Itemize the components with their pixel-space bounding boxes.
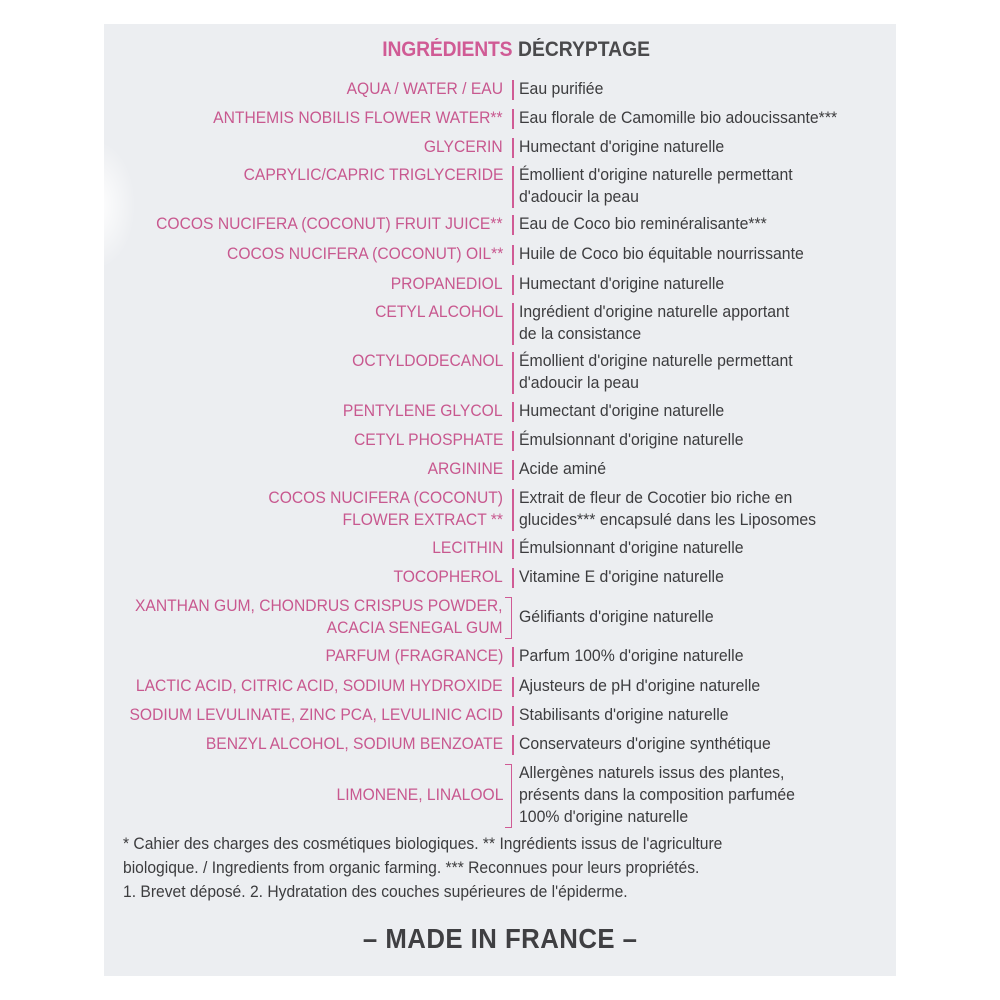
separator-bar <box>512 109 514 129</box>
ingredient-name: CETYL PHOSPHATE <box>353 430 503 449</box>
decryptage-heading: DÉCRYPTAGE <box>518 38 651 61</box>
separator-bar <box>512 706 514 726</box>
separator-bar <box>512 431 514 451</box>
separator-bar <box>512 215 514 235</box>
ingredient-description: Vitamine E d'origine naturelle <box>519 567 724 586</box>
separator-bar <box>512 402 514 422</box>
group-bracket <box>505 764 512 828</box>
ingredient-name: ARGININE <box>427 459 503 478</box>
ingredient-name: PROPANEDIOL <box>391 274 503 293</box>
separator-bar <box>512 138 514 158</box>
ingredient-name: COCOS NUCIFERA (COCONUT) FRUIT JUICE** <box>156 214 503 233</box>
ingredient-name: ANTHEMIS NOBILIS FLOWER WATER** <box>213 108 503 127</box>
ingredient-description: Conservateurs d'origine synthétique <box>519 734 771 753</box>
ingredient-name: COCOS NUCIFERA (COCONUT) FLOWER EXTRACT ** <box>268 488 503 529</box>
separator-bar <box>512 80 514 100</box>
ingredient-description: Émulsionnant d'origine naturelle <box>519 430 744 449</box>
ingredient-description: Huile de Coco bio équitable nourrissante <box>519 244 804 263</box>
ingredient-name: PARFUM (FRAGRANCE) <box>325 646 503 665</box>
separator-bar <box>512 460 514 480</box>
ingredient-description: Extrait de fleur de Cocotier bio riche en glucides*** encapsulé dans les Liposomes <box>519 488 817 529</box>
separator-bar <box>512 245 514 265</box>
separator-bar <box>512 735 514 755</box>
group-bracket <box>505 597 512 639</box>
ingredient-name: SODIUM LEVULINATE, ZINC PCA, LEVULINIC ACID <box>129 705 503 724</box>
ingredient-description: Humectant d'origine naturelle <box>519 274 725 293</box>
ingredient-name: COCOS NUCIFERA (COCONUT) OIL** <box>226 244 503 263</box>
ingredient-description: Gélifiants d'origine naturelle <box>519 607 714 626</box>
ingredient-name: CETYL ALCOHOL <box>374 302 503 321</box>
separator-bar <box>512 539 514 559</box>
ingredient-description: Eau purifiée <box>519 79 604 98</box>
product-edge <box>96 140 136 270</box>
separator-bar <box>512 352 514 394</box>
ingredients-heading: INGRÉDIENTS <box>381 38 512 61</box>
ingredient-description: Humectant d'origine naturelle <box>519 401 725 420</box>
ingredient-name: GLYCERIN <box>424 137 503 156</box>
separator-bar <box>512 303 514 345</box>
ingredient-name: XANTHAN GUM, CHONDRUS CRISPUS POWDER, ACACIA SENEGAL GUM <box>135 596 503 637</box>
separator-bar <box>512 489 514 531</box>
ingredient-description: Ingrédient d'origine naturelle apportant de la consistance <box>519 302 790 343</box>
ingredient-description: Stabilisants d'origine naturelle <box>519 705 729 724</box>
ingredient-description: Eau de Coco bio reminéralisante*** <box>519 214 767 233</box>
ingredient-description: Allergènes naturels issus des plantes, présents dans la composition parfumée 100% d'origine naturelle <box>519 763 795 826</box>
footnotes: * Cahier des charges des cosmétiques biologiques. ** Ingrédients issus de l'agriculture biologique. / Ingredients from organic farming. *** Reconnues pour leurs propriétés. 1. Brevet déposé. 2. Hydratation des couches supérieures de l'épiderme. <box>123 834 723 901</box>
made-in-label: – MADE IN FRANCE – <box>362 923 638 954</box>
ingredient-description: Émulsionnant d'origine naturelle <box>519 538 744 557</box>
ingredient-description: Parfum 100% d'origine naturelle <box>519 646 744 665</box>
ingredient-name: PENTYLENE GLYCOL <box>343 401 503 420</box>
separator-bar <box>512 166 514 208</box>
ingredient-name: OCTYLDODECANOL <box>351 351 503 370</box>
made-in-france <box>0 923 1000 955</box>
separator-bar <box>512 647 514 667</box>
ingredient-name: CAPRYLIC/CAPRIC TRIGLYCERIDE <box>243 165 503 184</box>
ingredient-name: LACTIC ACID, CITRIC ACID, SODIUM HYDROXIDE <box>136 676 503 695</box>
ingredient-description: Émollient d'origine naturelle permettant d'adoucir la peau <box>519 351 793 392</box>
ingredient-name: AQUA / WATER / EAU <box>346 79 503 98</box>
ingredient-name: BENZYL ALCOHOL, SODIUM BENZOATE <box>205 734 503 753</box>
ingredient-name: LIMONENE, LINALOOL <box>336 785 503 804</box>
ingredient-description: Ajusteurs de pH d'origine naturelle <box>519 676 761 695</box>
ingredient-name: LECITHIN <box>431 538 503 557</box>
separator-bar <box>512 275 514 295</box>
ingredient-description: Acide aminé <box>519 459 607 478</box>
ingredient-description: Humectant d'origine naturelle <box>519 137 725 156</box>
separator-bar <box>512 568 514 588</box>
ingredient-name: TOCOPHEROL <box>393 567 503 586</box>
table-header <box>0 38 1000 68</box>
separator-bar <box>512 677 514 697</box>
ingredient-description: Émollient d'origine naturelle permettant d'adoucir la peau <box>519 165 793 206</box>
ingredient-description: Eau florale de Camomille bio adoucissante*** <box>519 108 838 127</box>
